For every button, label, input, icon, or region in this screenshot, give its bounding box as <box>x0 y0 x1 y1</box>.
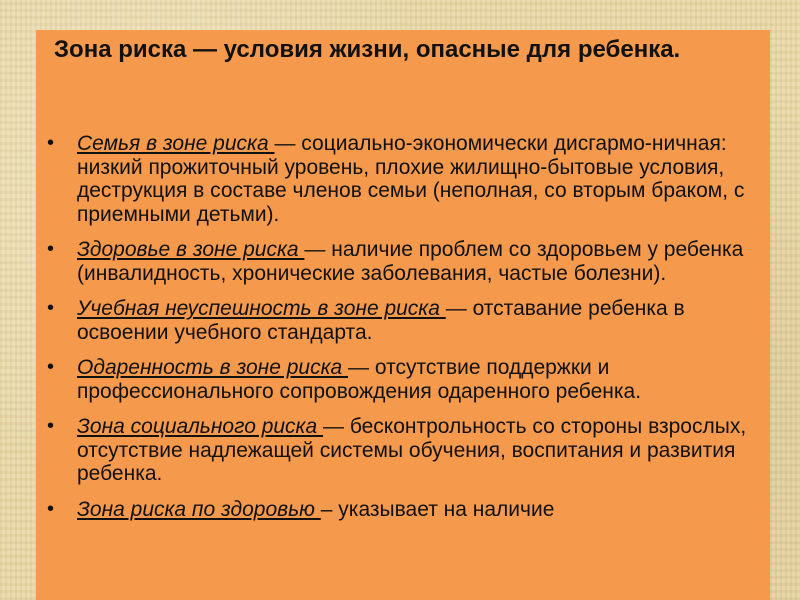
item-text: — наличие проблем со здоровьем у ребенка (инвалидность, хронические заболевания, частые болезни). <box>77 238 744 285</box>
item-term: Семья в зоне риска <box>77 132 275 155</box>
item-text: — бесконтрольность со стороны взрослых, отсутствие надлежащей системы обучения, воспитания и развития ребенка. <box>77 415 747 485</box>
slide-panel <box>36 30 770 600</box>
list-item <box>36 415 770 486</box>
item-text: — отсутствие поддержки и профессионального сопровождения одаренного ребенка. <box>77 356 642 403</box>
bullet-icon: • <box>47 497 55 520</box>
list-item <box>36 132 770 226</box>
bullet-icon: • <box>47 356 55 378</box>
bullet-icon: • <box>47 132 55 154</box>
item-term: Зона риска по здоровью <box>77 497 321 521</box>
item-text: – указывает на наличие <box>320 497 555 521</box>
slide-title: Зона риска — условия жизни, опасные для ребенка. <box>54 36 681 63</box>
item-text: — отставание ребенка в освоении учебного стандарта. <box>77 297 685 344</box>
item-text: — социально-экономически дисгармо-ничная: низкий прожиточный уровень, плохие жилищно-бытовые условия, деструкция в составе членов семьи (неполная, со вторым браком, с приемными детьми). <box>77 132 745 226</box>
item-term: Одаренность в зоне риска <box>77 356 349 379</box>
item-term: Зона социального риска <box>77 415 323 438</box>
bullet-icon: • <box>47 238 55 260</box>
risk-list <box>36 132 770 533</box>
list-item <box>36 297 770 344</box>
item-term: Учебная неуспешность в зоне риска <box>77 297 446 320</box>
list-item <box>36 498 770 522</box>
list-item <box>36 238 770 285</box>
list-item <box>36 356 770 403</box>
bullet-icon: • <box>47 415 55 437</box>
bullet-icon: • <box>47 297 55 319</box>
item-term: Здоровье в зоне риска <box>77 238 305 261</box>
